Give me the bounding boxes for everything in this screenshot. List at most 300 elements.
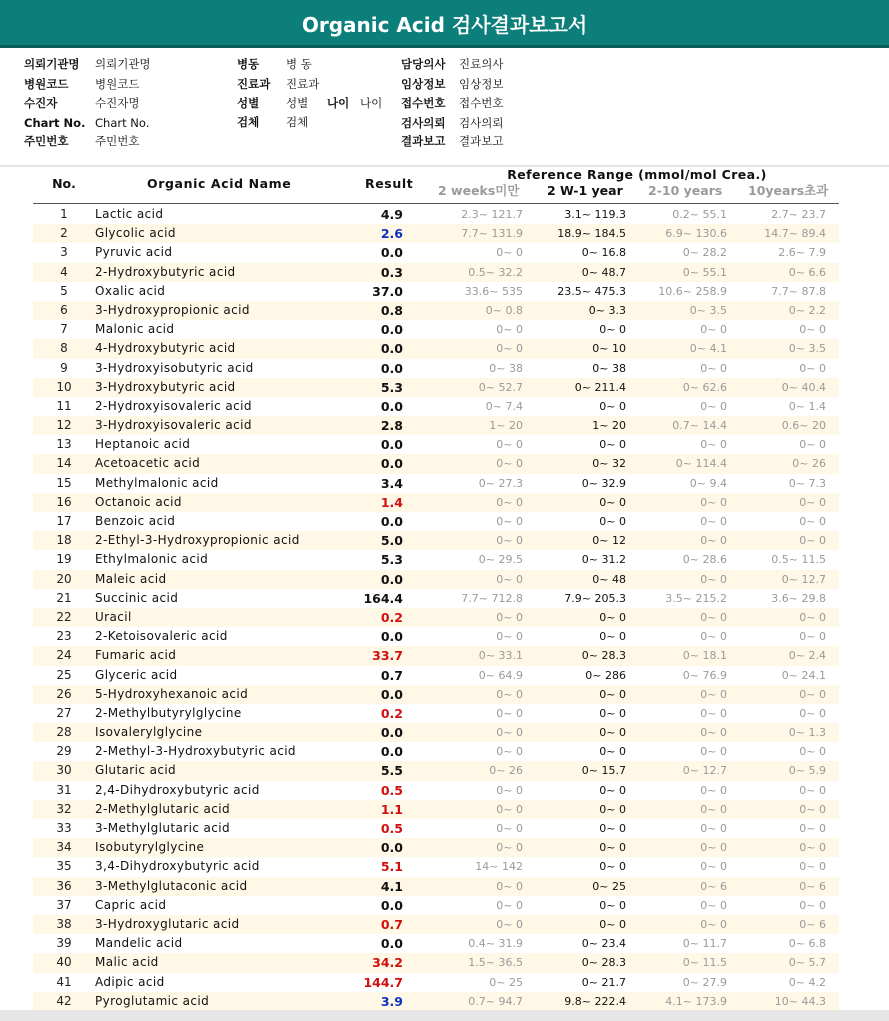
result-value: 0.0 — [380, 514, 403, 529]
result-value: 0.0 — [380, 686, 403, 702]
range-2-10-years: 0~ 0 — [700, 706, 727, 720]
organic-acid-name: Glutaric acid — [95, 763, 177, 778]
organic-acid-name: Fumaric acid — [95, 648, 177, 663]
row-number: 10 — [56, 379, 72, 394]
range-under-2-weeks: 0~ 0 — [496, 898, 523, 912]
table-row — [33, 301, 839, 320]
table-row — [33, 454, 839, 473]
result-value: 144.7 — [363, 974, 403, 990]
col-header-reference-range: Reference Range (mmol/mol Crea.) — [507, 167, 767, 182]
range-under-2-weeks: 0~ 0 — [496, 745, 523, 759]
range-2-10-years: 0~ 0 — [700, 630, 727, 644]
row-number: 36 — [56, 878, 72, 893]
table-row — [33, 435, 839, 454]
range-2w-1year: 0~ 48.7 — [581, 265, 626, 279]
result-value: 0.0 — [380, 398, 403, 414]
range-under-2-weeks: 0~ 52.7 — [478, 380, 523, 394]
range-2w-1year: 18.9~ 184.5 — [557, 227, 626, 241]
table-row — [33, 781, 839, 800]
range-under-2-weeks: 0~ 0.8 — [485, 303, 523, 317]
row-number: 39 — [56, 936, 72, 951]
range-over-10-years: 0~ 0 — [799, 630, 826, 644]
range-2w-1year: 0~ 28.3 — [581, 956, 626, 970]
organic-acid-name: Mandelic acid — [95, 936, 183, 951]
range-under-2-weeks: 0~ 0 — [496, 879, 523, 893]
result-value: 0.2 — [380, 609, 403, 625]
organic-acid-name: 3-Hydroxyisobutyric acid — [95, 360, 254, 375]
range-2w-1year: 3.1~ 119.3 — [564, 208, 626, 221]
info-ward — [237, 57, 259, 71]
range-under-2-weeks: 0~ 0 — [496, 822, 523, 835]
row-number: 22 — [56, 609, 72, 624]
result-value: 0.0 — [380, 897, 403, 913]
range-over-10-years: 0~ 0 — [799, 898, 826, 912]
results-table-body — [33, 205, 839, 1011]
range-2-10-years: 0~ 3.5 — [689, 303, 727, 317]
result-value: 4.9 — [380, 207, 403, 222]
range-2-10-years: 0~ 0 — [700, 515, 727, 528]
row-number: 9 — [60, 360, 68, 375]
table-row — [33, 512, 839, 531]
range-over-10-years: 0~ 5.7 — [788, 956, 826, 970]
row-number: 34 — [56, 840, 72, 855]
organic-acid-name: 3-Hydroxyisovaleric acid — [95, 418, 252, 433]
range-under-2-weeks: 1~ 20 — [489, 419, 523, 433]
range-2w-1year: 0~ 0 — [599, 745, 626, 759]
range-2w-1year: 0~ 0 — [599, 687, 626, 701]
info-test-request-value: 검사의뢰 — [459, 116, 504, 130]
range-under-2-weeks: 0~ 0 — [496, 687, 523, 701]
result-value: 37.0 — [372, 283, 403, 299]
table-row — [33, 359, 839, 378]
table-row — [33, 263, 839, 282]
result-value: 0.0 — [380, 629, 403, 645]
row-number: 40 — [56, 955, 72, 970]
range-under-2-weeks: 0~ 27.3 — [478, 476, 523, 490]
range-2w-1year: 0~ 10 — [592, 342, 626, 356]
row-number: 3 — [60, 245, 68, 260]
result-value: 5.0 — [380, 533, 403, 549]
row-number: 16 — [56, 494, 72, 509]
organic-acid-name: Adipic acid — [95, 974, 165, 989]
range-2w-1year: 0~ 0 — [599, 630, 626, 644]
info-reception-no-value: 접수번호 — [459, 96, 504, 110]
row-number: 33 — [56, 821, 72, 835]
range-over-10-years: 0~ 6 — [799, 879, 826, 893]
range-over-10-years: 2.7~ 23.7 — [771, 208, 826, 221]
range-under-2-weeks: 0~ 0 — [496, 610, 523, 624]
range-2-10-years: 0~ 0 — [700, 534, 727, 548]
range-2-10-years: 0~ 114.4 — [675, 457, 727, 471]
info-specimen — [237, 115, 259, 129]
row-number: 11 — [56, 398, 72, 413]
range-2-10-years: 0~ 0 — [700, 745, 727, 759]
range-2w-1year: 0~ 15.7 — [581, 764, 626, 778]
table-row — [33, 320, 839, 339]
organic-acid-name: Isovalerylglycine — [95, 725, 203, 740]
table-row — [33, 416, 839, 435]
range-2-10-years: 3.5~ 215.2 — [665, 591, 727, 605]
info-resident-no — [24, 134, 68, 148]
table-row — [33, 666, 839, 685]
info-label: 나이 — [327, 96, 350, 110]
info-sex-value: 성별 — [286, 96, 309, 110]
range-under-2-weeks: 0~ 0 — [496, 438, 523, 452]
range-2-10-years: 0~ 4.1 — [689, 342, 727, 356]
info-reception-no — [401, 96, 445, 110]
horizontal-scrollbar[interactable] — [0, 1010, 889, 1021]
range-over-10-years: 0~ 0 — [799, 706, 826, 720]
organic-acid-name: Glyceric acid — [95, 667, 178, 682]
info-label: 검사의뢰 — [401, 116, 446, 130]
report-header-bar — [0, 0, 889, 48]
table-row — [33, 205, 839, 224]
range-2-10-years: 0~ 27.9 — [682, 975, 727, 989]
organic-acid-name: 3-Methylglutaconic acid — [95, 878, 248, 893]
row-number: 5 — [60, 283, 68, 298]
range-over-10-years: 0~ 0 — [799, 745, 826, 759]
range-2-10-years: 0~ 62.6 — [682, 380, 727, 394]
range-under-2-weeks: 1.5~ 36.5 — [468, 956, 523, 970]
table-row — [33, 339, 839, 358]
range-2w-1year: 0~ 0 — [599, 399, 626, 413]
range-over-10-years: 0~ 0 — [799, 495, 826, 509]
row-number: 21 — [56, 590, 72, 605]
table-row — [33, 915, 839, 934]
range-under-2-weeks: 0~ 0 — [496, 726, 523, 740]
table-row — [33, 243, 839, 262]
range-over-10-years: 0~ 3.5 — [788, 342, 826, 356]
range-2w-1year: 9.8~ 222.4 — [564, 994, 626, 1008]
range-under-2-weeks: 0~ 0 — [496, 342, 523, 356]
info-label: 병동 — [237, 57, 260, 71]
range-2-10-years: 4.1~ 173.9 — [665, 994, 727, 1008]
info-department-value: 진료과 — [286, 77, 320, 91]
organic-acid-name: Malic acid — [95, 955, 159, 970]
result-value: 0.5 — [380, 821, 403, 836]
range-2-10-years: 0~ 6 — [700, 879, 727, 893]
organic-acid-name: Capric acid — [95, 897, 167, 912]
range-over-10-years: 0~ 0 — [799, 822, 826, 835]
range-2-10-years: 0~ 18.1 — [682, 649, 727, 663]
range-2-10-years: 0~ 0 — [700, 860, 727, 874]
range-2-10-years: 0~ 0 — [700, 399, 727, 413]
info-label: 담당의사 — [401, 57, 446, 71]
range-under-2-weeks: 7.7~ 131.9 — [461, 227, 523, 241]
table-row — [33, 646, 839, 665]
row-number: 32 — [56, 801, 72, 816]
range-2w-1year: 0~ 3.3 — [588, 303, 626, 317]
organic-acid-name: 3-Hydroxypropionic acid — [95, 302, 250, 317]
range-over-10-years: 0~ 6 — [799, 917, 826, 931]
table-row — [33, 723, 839, 742]
organic-acid-name: 2-Hydroxyisovaleric acid — [95, 398, 252, 413]
range-under-2-weeks: 0~ 0 — [496, 495, 523, 509]
range-over-10-years: 0~ 0 — [799, 361, 826, 375]
range-2-10-years: 0~ 0 — [700, 572, 727, 586]
organic-acid-name: Octanoic acid — [95, 494, 182, 509]
info-label: 결과보고 — [401, 134, 446, 148]
result-value: 2.8 — [380, 418, 403, 434]
info-label: 주민번호 — [24, 134, 69, 148]
organic-acid-name: Maleic acid — [95, 571, 167, 586]
range-2w-1year: 0~ 0 — [599, 860, 626, 874]
info-label: 접수번호 — [401, 96, 446, 110]
range-2w-1year: 0~ 48 — [592, 572, 626, 586]
range-2-10-years: 0~ 28.2 — [682, 246, 727, 260]
result-value: 0.0 — [380, 341, 403, 357]
range-under-2-weeks: 0~ 33.1 — [478, 649, 523, 663]
range-2w-1year: 0~ 0 — [599, 323, 626, 337]
table-row — [33, 934, 839, 953]
range-2w-1year: 0~ 32.9 — [581, 476, 626, 490]
range-over-10-years: 0~ 4.2 — [788, 975, 826, 989]
range-under-2-weeks: 0~ 0 — [496, 246, 523, 260]
table-row — [33, 953, 839, 972]
range-under-2-weeks: 0~ 0 — [496, 841, 523, 855]
range-2-10-years: 0.2~ 55.1 — [672, 208, 727, 221]
result-value: 5.1 — [380, 859, 403, 875]
range-over-10-years: 10~ 44.3 — [774, 994, 826, 1008]
range-over-10-years: 0~ 6.6 — [788, 265, 826, 279]
row-number: 23 — [56, 629, 72, 644]
col-header-result: Result — [365, 176, 414, 191]
table-row — [33, 973, 839, 992]
range-2w-1year: 0~ 0 — [599, 495, 626, 509]
range-under-2-weeks: 0~ 7.4 — [485, 399, 523, 413]
range-2w-1year: 0~ 0 — [599, 802, 626, 816]
info-resident-no-value: 주민번호 — [95, 134, 140, 148]
row-number: 7 — [60, 322, 68, 337]
info-label: 의뢰기관명 — [24, 57, 80, 71]
organic-acid-name: 3-Hydroxyglutaric acid — [95, 916, 240, 931]
table-row — [33, 627, 839, 646]
range-2-10-years: 0~ 0 — [700, 802, 727, 816]
row-number: 24 — [56, 648, 72, 663]
info-hospital-code-value: 병원코드 — [95, 77, 140, 91]
range-2-10-years: 0~ 0 — [700, 610, 727, 624]
info-test-request — [401, 116, 445, 130]
table-row — [33, 531, 839, 550]
result-value: 33.7 — [372, 648, 403, 664]
info-institution-value: 의뢰기관명 — [95, 57, 151, 71]
organic-acid-name: 2-Hydroxybutyric acid — [95, 264, 236, 279]
info-institution — [24, 57, 80, 71]
range-2w-1year: 0~ 0 — [599, 706, 626, 720]
col-header-over-10-years: 10years초과 — [748, 183, 829, 198]
organic-acid-name: Oxalic acid — [95, 283, 166, 298]
range-under-2-weeks: 0.4~ 31.9 — [468, 937, 523, 951]
table-row — [33, 704, 839, 723]
result-value: 0.0 — [380, 744, 403, 760]
range-under-2-weeks: 0~ 0 — [496, 802, 523, 816]
organic-acid-name: 2-Ketoisovaleric acid — [95, 629, 228, 644]
range-over-10-years: 0~ 7.3 — [788, 476, 826, 490]
range-over-10-years: 0~ 1.4 — [788, 399, 826, 413]
range-2w-1year: 0~ 0 — [599, 898, 626, 912]
range-2w-1year: 0~ 0 — [599, 783, 626, 797]
info-chart-no — [24, 116, 85, 130]
range-2w-1year: 0~ 0 — [599, 438, 626, 452]
table-row — [33, 493, 839, 512]
info-label: 성별 — [237, 96, 260, 110]
result-value: 0.0 — [380, 571, 403, 587]
range-under-2-weeks: 0~ 0 — [496, 572, 523, 586]
col-header-name: Organic Acid Name — [147, 176, 292, 191]
range-2w-1year: 0~ 0 — [599, 822, 626, 835]
table-row — [33, 589, 839, 608]
patient-info-panel — [0, 51, 889, 166]
range-2-10-years: 0.7~ 14.4 — [672, 419, 727, 433]
range-under-2-weeks: 2.3~ 121.7 — [461, 208, 523, 221]
row-number: 37 — [56, 897, 72, 912]
col-header-2-10-years: 2-10 years — [648, 183, 723, 198]
range-over-10-years: 0~ 26 — [792, 457, 826, 471]
row-number: 12 — [56, 418, 72, 433]
row-number: 35 — [56, 859, 72, 874]
info-chart-no-value: Chart No. — [95, 116, 150, 130]
range-2w-1year: 0~ 12 — [592, 534, 626, 548]
result-value: 0.7 — [380, 916, 403, 932]
info-result-report-value: 결과보고 — [459, 134, 504, 148]
result-value: 5.3 — [380, 379, 403, 395]
range-2-10-years: 10.6~ 258.9 — [658, 284, 727, 298]
table-row — [33, 877, 839, 896]
organic-acid-name: Acetoacetic acid — [95, 456, 201, 471]
range-2-10-years: 0~ 0 — [700, 323, 727, 337]
range-under-2-weeks: 0.7~ 94.7 — [468, 994, 523, 1008]
range-2w-1year: 23.5~ 475.3 — [557, 284, 626, 298]
organic-acid-name: 3-Hydroxybutyric acid — [95, 379, 236, 394]
table-row — [33, 570, 839, 589]
report-title: Organic Acid 검사결과보고서 — [301, 13, 588, 37]
organic-acid-name: 3,4-Dihydroxybutyric acid — [95, 859, 260, 874]
organic-acid-name: 2,4-Dihydroxybutyric acid — [95, 782, 260, 797]
info-specimen-value: 검체 — [286, 115, 309, 129]
info-label: 병원코드 — [24, 77, 69, 91]
range-2w-1year: 0~ 31.2 — [581, 553, 626, 567]
info-patient-value: 수진자명 — [95, 96, 140, 110]
organic-acid-name: Uracil — [95, 609, 132, 624]
range-over-10-years: 0~ 0 — [799, 860, 826, 874]
table-row — [33, 992, 839, 1011]
organic-acid-name: 2-Ethyl-3-Hydroxypropionic acid — [95, 533, 300, 548]
range-2w-1year: 0~ 0 — [599, 841, 626, 855]
table-row — [33, 742, 839, 761]
info-label: 수진자 — [24, 96, 58, 110]
range-over-10-years: 0~ 0 — [799, 515, 826, 528]
range-2w-1year: 0~ 0 — [599, 726, 626, 740]
organic-acid-name: Pyruvic acid — [95, 245, 173, 260]
table-row — [33, 800, 839, 819]
range-2w-1year: 0~ 0 — [599, 917, 626, 931]
result-value: 0.5 — [380, 782, 403, 798]
row-number: 6 — [60, 302, 68, 317]
info-label: Chart No. — [24, 116, 86, 130]
row-number: 29 — [56, 744, 72, 759]
range-2w-1year: 0~ 211.4 — [574, 380, 626, 394]
result-value: 0.3 — [380, 264, 403, 280]
range-under-2-weeks: 0~ 0 — [496, 534, 523, 548]
range-under-2-weeks: 0~ 0 — [496, 706, 523, 720]
row-number: 41 — [56, 974, 72, 989]
organic-acid-name: Lactic acid — [95, 207, 164, 221]
row-number: 14 — [56, 456, 72, 471]
range-over-10-years: 0~ 0 — [799, 687, 826, 701]
table-row — [33, 397, 839, 416]
range-2w-1year: 0~ 0 — [599, 610, 626, 624]
range-over-10-years: 0~ 12.7 — [781, 572, 826, 586]
info-sex — [237, 96, 259, 110]
info-doctor-value: 진료의사 — [459, 57, 504, 71]
row-number: 30 — [56, 763, 72, 778]
result-value: 0.0 — [380, 936, 403, 952]
result-value: 1.4 — [380, 494, 403, 510]
table-row — [33, 550, 839, 569]
range-2-10-years: 6.9~ 130.6 — [665, 227, 727, 241]
result-value: 0.0 — [380, 840, 403, 856]
table-row — [33, 282, 839, 301]
info-label: 검체 — [237, 115, 260, 129]
range-over-10-years: 0.5~ 11.5 — [771, 553, 826, 567]
result-value: 4.1 — [380, 878, 403, 894]
info-result-report — [401, 134, 445, 148]
range-over-10-years: 0~ 0 — [799, 802, 826, 816]
table-row — [33, 819, 839, 838]
range-over-10-years: 0~ 1.3 — [788, 726, 826, 740]
organic-acid-name: 4-Hydroxybutyric acid — [95, 341, 236, 356]
result-value: 1.1 — [380, 801, 403, 817]
organic-acid-name: 5-Hydroxyhexanoic acid — [95, 686, 249, 701]
header-rule — [33, 203, 839, 204]
col-header-no: No. — [52, 176, 76, 191]
range-2-10-years: 0~ 55.1 — [682, 265, 727, 279]
table-row — [33, 685, 839, 704]
row-number: 27 — [56, 705, 72, 720]
range-2w-1year: 0~ 38 — [592, 361, 626, 375]
row-number: 13 — [56, 437, 72, 452]
range-over-10-years: 0~ 2.2 — [788, 303, 826, 317]
row-number: 20 — [56, 571, 72, 586]
range-2-10-years: 0~ 0 — [700, 822, 727, 835]
result-value: 0.0 — [380, 322, 403, 338]
range-under-2-weeks: 14~ 142 — [475, 860, 523, 874]
range-over-10-years: 0~ 40.4 — [781, 380, 826, 394]
info-label: 임상정보 — [401, 77, 446, 91]
range-2-10-years: 0~ 0 — [700, 361, 727, 375]
range-2w-1year: 1~ 20 — [592, 419, 626, 433]
result-value: 3.4 — [380, 475, 403, 491]
range-2-10-years: 0~ 0 — [700, 438, 727, 452]
result-value: 5.3 — [380, 552, 403, 568]
range-over-10-years: 0~ 6.8 — [788, 937, 826, 951]
row-number: 8 — [60, 341, 68, 356]
result-value: 0.0 — [380, 725, 403, 741]
organic-acid-name: Ethylmalonic acid — [95, 552, 209, 567]
row-number: 26 — [56, 686, 72, 701]
range-under-2-weeks: 0~ 0 — [496, 323, 523, 337]
range-2-10-years: 0~ 9.4 — [689, 476, 727, 490]
info-clinical-value: 임상정보 — [459, 77, 504, 91]
result-value: 0.8 — [380, 302, 403, 318]
info-hospital-code — [24, 77, 68, 91]
range-over-10-years: 3.6~ 29.8 — [771, 591, 826, 605]
result-value: 34.2 — [372, 955, 403, 971]
info-label: 진료과 — [237, 77, 271, 91]
range-2-10-years: 0~ 0 — [700, 726, 727, 740]
info-age — [327, 96, 349, 110]
organic-acid-name: Glycolic acid — [95, 226, 176, 241]
